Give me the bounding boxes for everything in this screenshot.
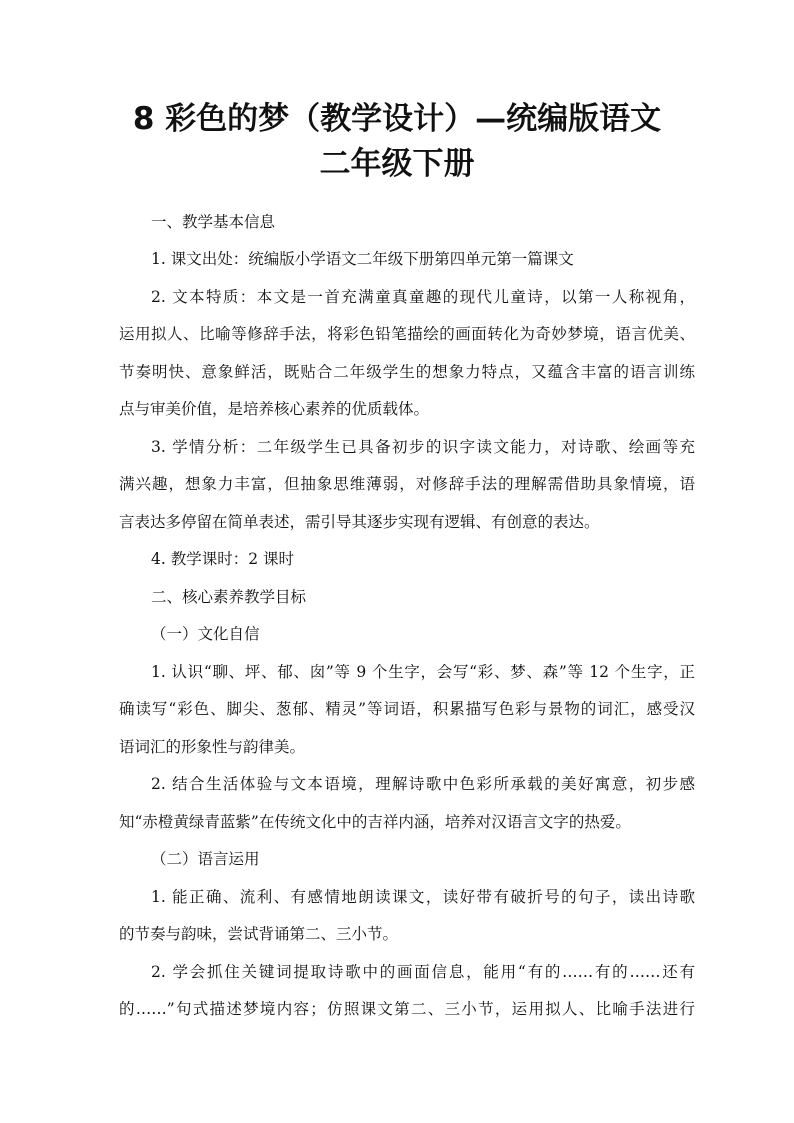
- section-heading-basic-info: 一、教学基本信息: [151, 213, 276, 231]
- section-heading-core-goals: 二、核心素养教学目标: [151, 588, 307, 606]
- paragraph-text-features-line: 运用拟人、比喻等修辞手法，将彩色铅笔描绘的画面转化为奇妙梦境，语言优美、: [119, 325, 695, 343]
- document-title-line-2: 二年级下册: [319, 146, 475, 182]
- paragraph-goal-expression-line: 2. 学会抓住关键词提取诗歌中的画面信息，能用“有的……有的……还有: [151, 963, 695, 981]
- paragraph-goal-characters-line: 1. 认识“聊、坪、郁、囱”等 9 个生字，会写“彩、梦、森”等 12 个生字，正: [151, 663, 695, 681]
- paragraph-learner-analysis-line: 3. 学情分析：二年级学生已具备初步的识字读文能力，对诗歌、绘画等充: [151, 438, 695, 456]
- paragraph-learner-analysis-line: 满兴趣，想象力丰富，但抽象思维薄弱，对修辞手法的理解需借助具象情境，语: [119, 475, 695, 493]
- paragraph-goal-reading-line: 的节奏与韵味，尝试背诵第二、三小节。: [119, 925, 399, 943]
- paragraph-text-features-line: 2. 文本特质：本文是一首充满童真童趣的现代儿童诗，以第一人称视角，: [151, 288, 695, 306]
- paragraph-goal-culture-line: 知“赤橙黄绿青蓝紫”在传统文化中的吉祥内涵，培养对汉语言文字的热爱。: [119, 813, 631, 831]
- paragraph-text-features-line: 点与审美价值，是培养核心素养的优质载体。: [119, 400, 430, 418]
- paragraph-goal-expression-line: 的……”句式描述梦境内容；仿照课文第二、三小节，运用拟人、比喻手法进行: [119, 1000, 695, 1018]
- paragraph-goal-characters-line: 确读写“彩色、脚尖、葱郁、精灵”等词语，积累描写色彩与景物的词汇，感受汉: [119, 700, 695, 718]
- paragraph-learner-analysis-line: 言表达多停留在简单表述，需引导其逐步实现有逻辑、有创意的表达。: [119, 513, 600, 531]
- paragraph-class-hours: 4. 教学课时：2 课时: [151, 550, 295, 568]
- subheading-language-use: （二）语言运用: [151, 850, 260, 868]
- paragraph-goal-culture-line: 2. 结合生活体验与文本语境，理解诗歌中色彩所承载的美好寓意，初步感: [151, 775, 695, 793]
- paragraph-goal-reading-line: 1. 能正确、流利、有感情地朗读课文，读好带有破折号的句子，读出诗歌: [151, 888, 695, 906]
- document-title-line-1: 8 彩色的梦（教学设计）—统编版语文: [132, 101, 662, 137]
- subheading-cultural-confidence: （一）文化自信: [151, 625, 260, 643]
- paragraph-text-features-line: 节奏明快、意象鲜活，既贴合二年级学生的想象力特点，又蕴含丰富的语言训练: [119, 363, 695, 381]
- paragraph-goal-characters-line: 语词汇的形象性与韵律美。: [119, 738, 306, 756]
- paragraph-source: 1. 课文出处：统编版小学语文二年级下册第四单元第一篇课文: [151, 250, 574, 268]
